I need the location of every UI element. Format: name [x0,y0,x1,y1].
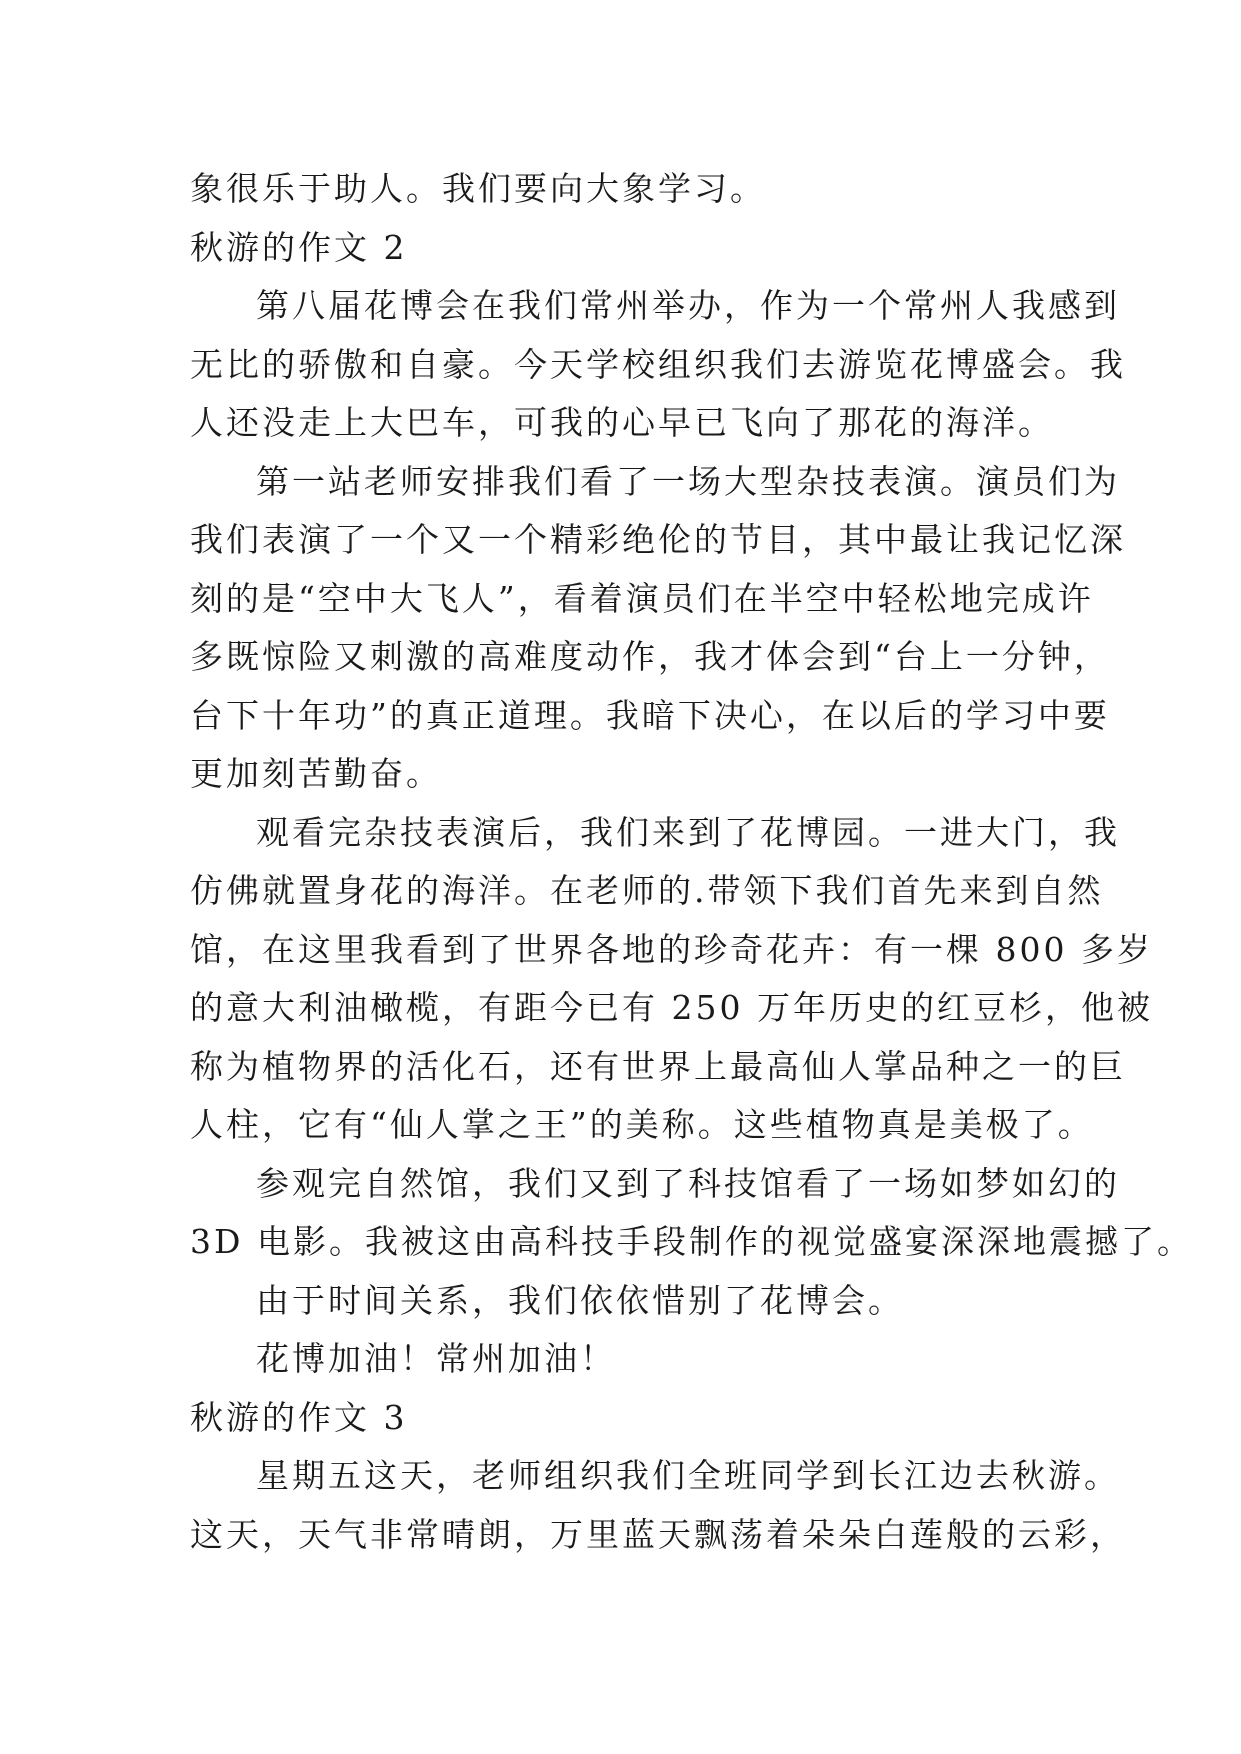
text-line: 仿佛就置身花的海洋。在老师的.带领下我们首先来到自然 [190,871,1104,910]
text-line: 馆，在这里我看到了世界各地的珍奇花卉：有一棵 800 多岁 [190,929,1153,969]
text-line: 的意大利油橄榄，有距今已有 250 万年历史的红豆杉，他被 [190,988,1153,1027]
text-line: 花博加油！常州加油！ [256,1339,616,1378]
text-line: 第一站老师安排我们看了一场大型杂技表演。演员们为 [256,461,1120,501]
text-line: 人柱，它有“仙人掌之王”的美称。这些植物真是美极了。 [190,1105,1094,1144]
text-line: 我们表演了一个又一个精彩绝伦的节目，其中最让我记忆深 [190,520,1126,559]
text-line: 这天，天气非常晴朗，万里蓝天飘荡着朵朵白莲般的云彩， [190,1514,1126,1554]
text-line: 刻的是“空中大飞人”，看着演员们在半空中轻松地完成许 [190,578,1094,618]
text-line: 由于时间关系，我们依依惜别了花博会。 [256,1280,904,1320]
text-line: 3D 电影。我被这由高科技手段制作的视觉盛宴深深地震撼了。 [190,1222,1193,1261]
text-line: 观看完杂技表演后，我们来到了花博园。一进大门，我 [256,812,1120,852]
section-heading: 秋游的作文 2 [190,227,408,267]
text-line: 星期五这天，老师组织我们全班同学到长江边去秋游。 [256,1456,1120,1495]
text-line: 无比的骄傲和自豪。今天学校组织我们去游览花博盛会。我 [190,344,1126,384]
text-line: 象很乐于助人。我们要向大象学习。 [190,169,766,208]
text-line: 参观完自然馆，我们又到了科技馆看了一场如梦如幻的 [256,1163,1120,1203]
text-line: 更加刻苦勤奋。 [190,754,442,793]
text-line: 台下十年功”的真正道理。我暗下决心，在以后的学习中要 [190,695,1110,735]
document-body [190,160,1193,1564]
text-line: 多既惊险又刺激的高难度动作，我才体会到“台上一分钟， [190,637,1110,676]
text-line: 人还没走上大巴车，可我的心早已飞向了那花的海洋。 [190,403,1054,442]
section-heading: 秋游的作文 3 [190,1397,408,1437]
text-line: 第八届花博会在我们常州举办，作为一个常州人我感到 [256,286,1120,325]
text-line: 称为植物界的活化石，还有世界上最高仙人掌品种之一的巨 [190,1046,1126,1086]
